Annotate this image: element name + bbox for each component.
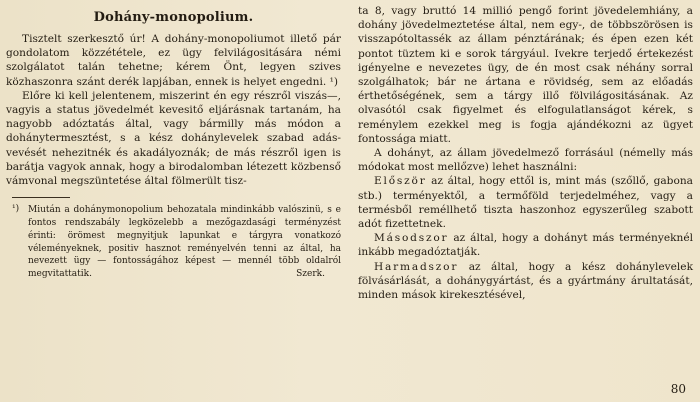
footnote-rule bbox=[12, 197, 70, 198]
paragraph-declaration: Előre ki kell jelentenem, miszerint én egy részről viszás—, vagyis a status jövedelmét kevesitő eljárásnak tartanám, ha nagyobb adóztatás által, vagy bármilly más módon a dohánytermesztést, s a kész dohánylevelek szabad adás-vevését nehezitnék és akadályoznák; de más részről igen is barátja vagyok annak, hogy a birodalomban létezett közbenső vámvonal megszüntetése által fölmerült tisz- bbox=[6, 89, 341, 188]
left-column bbox=[6, 0, 341, 281]
right-column bbox=[358, 0, 693, 302]
footnote-text: Miután a dohánymonopolium behozatala mindinkább valószinü, s e fontos rendszabály legközelebb a mezőgazdasági terményzést érinti: örömest megnyitjuk lapunkat e tárgyra vonatkozó véleményeknek, positiv hasznot reményelvén tenni az által, ha nevezett ügy — fontosságához képest — mennél több oldalról megvitattatik. bbox=[28, 205, 341, 280]
second-lead: Másodszor bbox=[374, 232, 449, 245]
third-lead: Harmadszor bbox=[374, 260, 459, 273]
paragraph-first bbox=[358, 174, 693, 231]
first-lead: Először bbox=[374, 175, 427, 188]
paragraph-continuation: ta 8, vagy bruttó 14 millió pengő forint jövedelemhiány, a dohány jövedelmeztetése által, nem egy-, de többszörösen is visszapótoltassék az állam pénztárának; és épen ezen két pontot tüztem ki e sorok tárgyául. Ivekre terjedő értekezést igényelne e nevezetes ügy, de én most csak néhány sorral szolgálhatok; bár ne ártana e rövidség, sem az előadás érthetőségének, sem a tárgy illő fölvilágositásának. Az olvasótól csak figyelmet és elfogulatlanságot kérek, s reménylem ezekkel meg is fogja ajándékozni az ügyet fontossága miatt. bbox=[358, 5, 693, 145]
page-number: 80 bbox=[670, 382, 686, 396]
footnote bbox=[6, 204, 341, 281]
paragraph-second bbox=[358, 231, 693, 259]
third-text: az által, hogy a kész dohánylevelek fölvásárlását, a dohánygyártást, és a gyártmány árultatását, minden mások kirekesztésével, bbox=[358, 260, 693, 302]
paragraph-intro: Tisztelt szerkesztő úr! A dohány-monopoliumot illető pár gondolatom közzététele, ez ügy felvilágositására némi szolgálatot talán tehetne; kérem Önt, legyen szives közhaszonra szánt derék lapjában, ennek is helyet engedni. ¹) bbox=[6, 33, 341, 88]
paragraph-third bbox=[358, 260, 693, 303]
second-text: az által, hogy a dohányt más terményeknél inkább megadóztatják. bbox=[358, 232, 693, 259]
paragraph-uses: A dohányt, az állam jövedelmező forrásául (némelly más módokat most mellőzve) lehet használni: bbox=[358, 147, 693, 174]
footnote-mark: ¹) bbox=[12, 204, 20, 215]
footnote-signature: Szerk. bbox=[296, 269, 325, 280]
article-title: Dohány-monopolium. bbox=[93, 10, 254, 25]
first-text: az által, hogy ettől is, mint más (szőllő, gabona stb.) terményektől, a termőföld terjedelméhez, vagy a termésből reméllhető tiszta haszonhoz egyszerűleg szabott adót fizettetnek. bbox=[358, 175, 693, 231]
